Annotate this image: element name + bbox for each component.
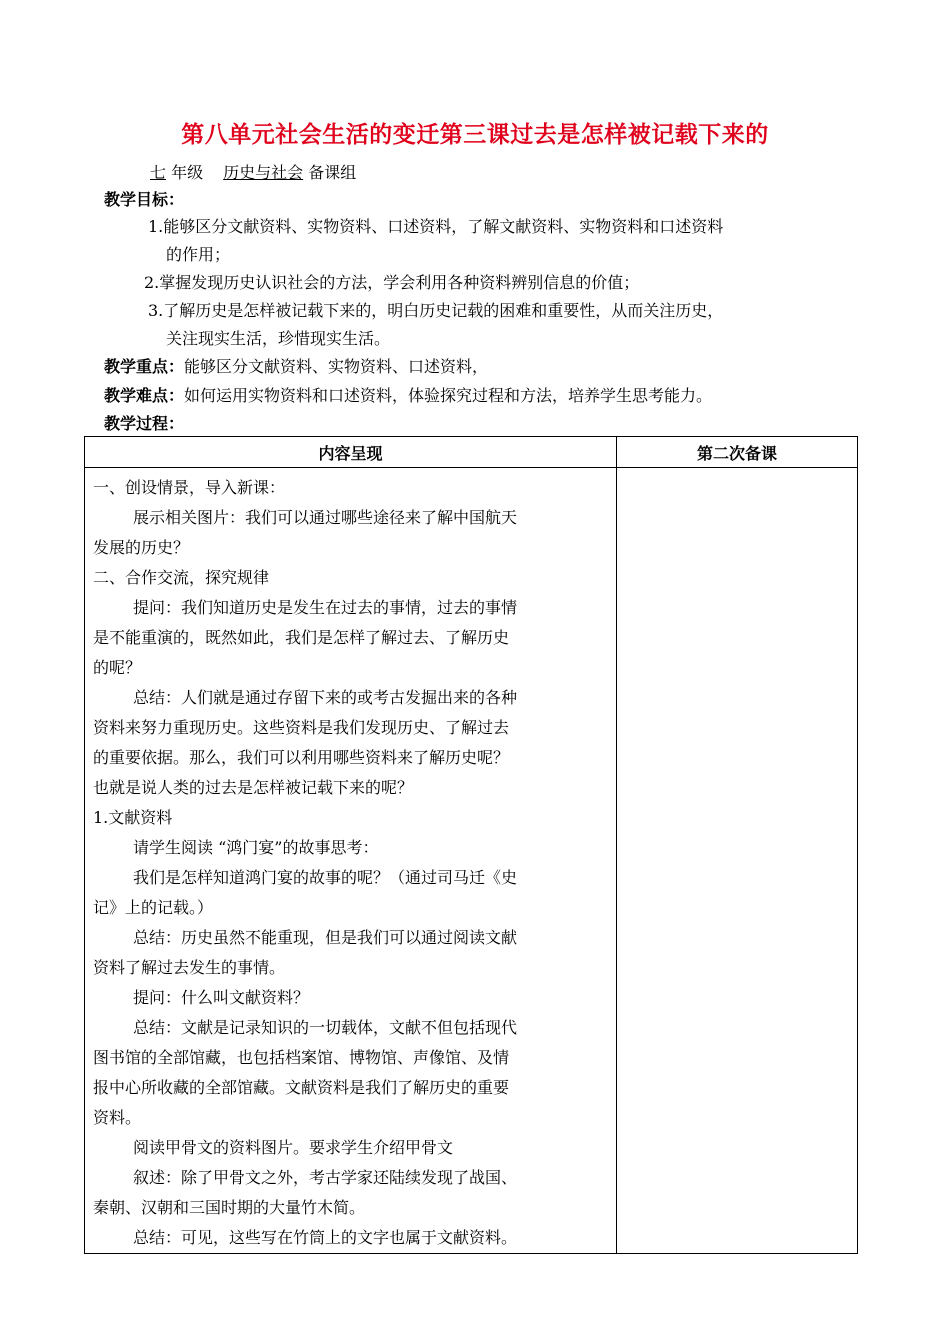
content-line: 总结：文献是记录知识的一切载体，文献不但包括现代 [133, 1018, 518, 1037]
table-header-row [85, 437, 858, 468]
content-line: 提问：我们知道历史是发生在过去的事情，过去的事情 [133, 598, 518, 617]
objective-2: 2.掌握发现历史认识社会的方法，学会利用各种资料辨别信息的价值； [144, 273, 640, 292]
table-body-row [85, 468, 858, 1254]
document-title: 第八单元社会生活的变迁第三课过去是怎样被记载下来的 [181, 122, 769, 148]
content-line: 秦朝、汉朝和三国时期的大量竹木简。 [93, 1198, 366, 1217]
group: 备课组 [308, 163, 357, 182]
content-line: 的呢？ [93, 658, 142, 677]
key-point-label: 教学重点： [104, 357, 185, 376]
objectives-label: 教学目标： [104, 190, 185, 209]
content-line: 图书馆的全部馆藏，也包括档案馆、博物馆、声像馆、及情 [93, 1048, 510, 1067]
content-line: 总结：可见，这些写在竹筒上的文字也属于文献资料。 [133, 1228, 518, 1247]
col-header-content: 内容呈现 [85, 437, 617, 468]
content-line: 阅读甲骨文的资料图片。要求学生介绍甲骨文 [133, 1138, 454, 1157]
objective-3: 3.了解历史是怎样被记载下来的，明白历史记载的困难和重要性，从而关注历史， [148, 301, 724, 320]
content-line: 是不能重演的，既然如此，我们是怎样了解过去、了解历史 [93, 628, 510, 647]
difficulty-text: 如何运用实物资料和口述资料，体验探究过程和方法，培养学生思考能力。 [184, 386, 713, 405]
content-cell [85, 468, 617, 1254]
objective-1: 1.能够区分文献资料、实物资料、口述资料，了解文献资料、实物资料和口述资料 [148, 217, 724, 236]
content-line: 1.文献资料 [93, 808, 173, 827]
key-point-text: 能够区分文献资料、实物资料、口述资料， [184, 357, 489, 376]
content-line: 总结：人们就是通过存留下来的或考古发掘出来的各种 [133, 688, 518, 707]
content-line: 发展的历史？ [93, 538, 190, 557]
content-line: 资料来努力重现历史。这些资料是我们发现历史、了解过去 [93, 718, 510, 737]
content-line: 的重要依据。那么，我们可以利用哪些资料来了解历史呢？ [93, 748, 510, 767]
content-line: 报中心所收藏的全部馆藏。文献资料是我们了解历史的重要 [93, 1078, 510, 1097]
content-line: 资料了解过去发生的事情。 [93, 958, 286, 977]
grade: 七 [150, 163, 167, 182]
content-line: 总结：历史虽然不能重现，但是我们可以通过阅读文献 [133, 928, 518, 947]
content-line: 一、创设情景，导入新课： [93, 478, 286, 497]
difficulty-label: 教学难点： [104, 386, 185, 405]
content-line: 我们是怎样知道鸿门宴的故事的呢？（通过司马迁《史 [133, 868, 518, 887]
key-point [104, 354, 488, 377]
content-line: 提问：什么叫文献资料？ [133, 988, 310, 1007]
subject: 历史与社会 [223, 163, 304, 182]
col-header-second-prep: 第二次备课 [617, 437, 858, 468]
objective-1-cont: 的作用； [166, 245, 231, 264]
content-line: 资料。 [93, 1108, 142, 1127]
content-line: 请学生阅读 “鸿门宴”的故事思考： [133, 838, 379, 857]
content-line: 叙述：除了甲骨文之外，考古学家还陆续发现了战国、 [133, 1168, 518, 1187]
second-prep-cell [617, 468, 858, 1254]
content-line: 也就是说人类的过去是怎样被记载下来的呢？ [93, 778, 414, 797]
difficulty [104, 383, 712, 406]
process-label: 教学过程： [104, 414, 185, 433]
grade-suffix: 年级 [171, 163, 204, 182]
content-line: 记》上的记载。） [93, 898, 214, 917]
content-line: 展示相关图片：我们可以通过哪些途径来了解中国航天 [133, 508, 518, 527]
content-line: 二、合作交流，探究规律 [93, 568, 270, 587]
objective-3-cont: 关注现实生活，珍惜现实生活。 [166, 329, 391, 348]
lesson-table [84, 436, 858, 1254]
subtitle [150, 160, 356, 183]
